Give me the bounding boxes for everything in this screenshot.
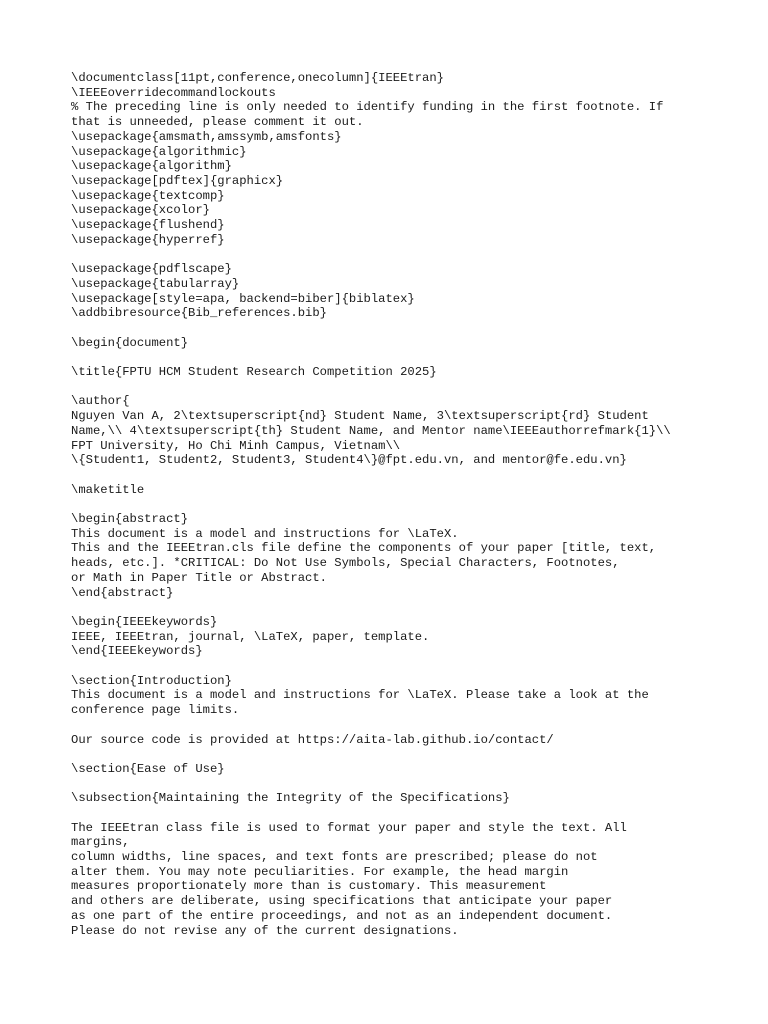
source-line: conference page limits. [71, 703, 240, 718]
source-line: and others are deliberate, using specifications that anticipate your paper [71, 894, 613, 909]
blank-line [71, 321, 731, 336]
source-line: heads, etc.]. *CRITICAL: Do Not Use Symbols, Special Characters, Footnotes, [71, 556, 620, 571]
source-line: \usepackage{tabularray} [71, 276, 240, 291]
source-line: as one part of the entire proceedings, and not as an independent document. [71, 908, 613, 923]
blank-line [71, 777, 731, 792]
source-line: IEEE, IEEEtran, journal, \LaTeX, paper, template. [71, 629, 430, 644]
source-line: This and the IEEEtran.cls file define the components of your paper [title, text, [71, 541, 657, 556]
source-line: \section{Ease of Use} [71, 761, 225, 776]
source-line: \title{FPTU HCM Student Research Competition 2025} [71, 365, 437, 380]
source-line: \maketitle [71, 482, 145, 497]
latex-source-document [71, 71, 731, 938]
source-line: \author{ [71, 394, 130, 409]
source-line: \IEEEoverridecommandlockouts [71, 85, 276, 100]
blank-line [71, 747, 731, 762]
source-line: \usepackage[pdftex]{graphicx} [71, 173, 284, 188]
blank-line [71, 247, 731, 262]
source-line: This document is a model and instructions for \LaTeX. [71, 526, 459, 541]
source-line: The IEEEtran class file is used to format your paper and style the text. All [71, 820, 627, 835]
source-line: \usepackage{algorithmic} [71, 144, 247, 159]
source-line: \begin{document} [71, 335, 189, 350]
source-line: \usepackage{amsmath,amssymb,amsfonts} [71, 129, 342, 144]
source-line: \section{Introduction} [71, 673, 232, 688]
source-line: Our source code is provided at https://aita-lab.github.io/contact/ [71, 732, 554, 747]
blank-line [71, 806, 731, 821]
source-line: \usepackage[style=apa, backend=biber]{biblatex} [71, 291, 415, 306]
source-line: Please do not revise any of the current designations. [71, 923, 459, 938]
source-line: \begin{abstract} [71, 512, 189, 526]
source-line: FPT University, Ho Chi Minh Campus, Vietnam\\ [71, 438, 401, 453]
blank-line [71, 350, 731, 365]
blank-line [71, 380, 731, 395]
source-line: This document is a model and instructions for \LaTeX. Please take a look at the [71, 688, 649, 703]
source-line: \documentclass[11pt,conference,onecolumn]{IEEEtran} [71, 71, 444, 85]
source-line: alter them. You may note peculiarities. For example, the head margin [71, 864, 569, 879]
source-line: measures proportionately more than is customary. This measurement [71, 879, 547, 894]
source-line: \usepackage{xcolor} [71, 203, 210, 218]
source-line: column widths, line spaces, and text fonts are prescribed; please do not [71, 850, 598, 865]
blank-line [71, 659, 731, 674]
blank-line [71, 497, 731, 512]
source-line: that is unneeded, please comment it out. [71, 115, 364, 130]
source-line: \end{abstract} [71, 585, 174, 600]
source-line: \usepackage{hyperref} [71, 232, 225, 247]
source-line: \usepackage{algorithm} [71, 159, 232, 174]
source-line: margins, [71, 835, 130, 850]
source-line: % The preceding line is only needed to identify funding in the first footnote. If [71, 100, 664, 115]
source-line: \end{IEEEkeywords} [71, 644, 203, 659]
source-line: \usepackage{pdflscape} [71, 262, 232, 277]
blank-line [71, 600, 731, 615]
source-line: \usepackage{flushend} [71, 218, 225, 233]
source-line: or Math in Paper Title or Abstract. [71, 570, 327, 585]
source-line: \addbibresource{Bib_references.bib} [71, 306, 327, 321]
blank-line [71, 468, 731, 483]
source-line: Nguyen Van A, 2\textsuperscript{nd} Student Name, 3\textsuperscript{rd} Student [71, 409, 649, 424]
source-line: \begin{IEEEkeywords} [71, 614, 218, 629]
source-line: \{Student1, Student2, Student3, Student4\}@fpt.edu.vn, and mentor@fe.edu.vn} [71, 453, 627, 468]
blank-line [71, 718, 731, 733]
source-line: \subsection{Maintaining the Integrity of the Specifications} [71, 791, 510, 806]
source-line: Name,\\ 4\textsuperscript{th} Student Name, and Mentor name\IEEEauthorrefmark{1}\\ [71, 423, 671, 438]
source-line: \usepackage{textcomp} [71, 188, 225, 203]
